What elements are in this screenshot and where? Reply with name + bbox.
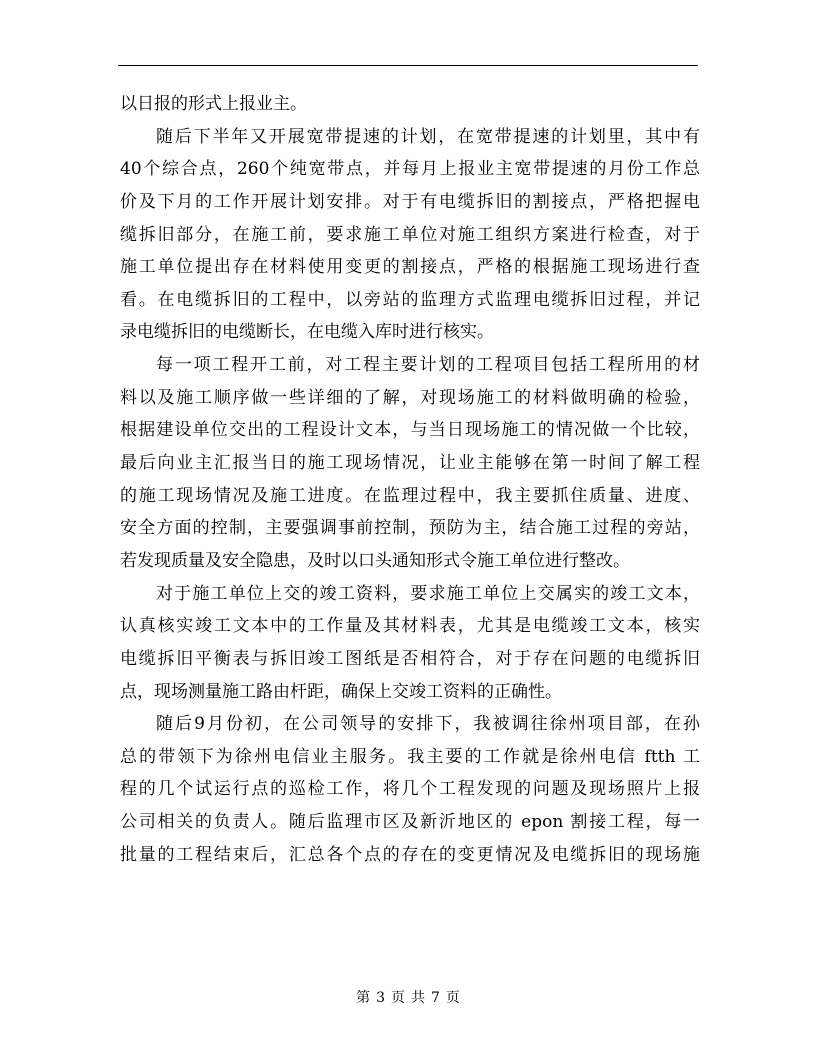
text-line: 点，现场测量施工路由杆距，确保上交竣工资料的正确性。: [120, 681, 562, 702]
text-line: 电缆拆旧平衡表与拆旧竣工图纸是否相符合，对于存在问题的电缆拆旧: [120, 648, 700, 669]
document-body: [120, 88, 700, 871]
text-line: 若发现质量及安全隐患，及时以口头通知形式令施工单位进行整改。: [120, 550, 630, 571]
footer-prefix: 第: [356, 990, 371, 1006]
text-line: 价及下月的工作开展计划安排。对于有电缆拆旧的割接点，严格把握电: [120, 191, 700, 212]
text-line: 录电缆拆旧的电缆断长，在电缆入库时进行核实。: [120, 322, 494, 343]
text-line: 料以及施工顺序做一些详细的了解，对现场施工的材料做明确的检验，: [120, 387, 700, 408]
text-line: 的施工现场情况及施工进度。在监理过程中，我主要抓住质量、进度、: [120, 485, 700, 506]
text-line: 最后向业主汇报当日的施工现场情况，让业主能够在第一时间了解工程: [120, 453, 700, 474]
text-line: 公司相关的负责人。随后监理市区及新沂地区的 epon 割接工程，每一: [120, 812, 700, 833]
header-rule: [118, 65, 698, 66]
text-line: 40个综合点，260个纯宽带点，并每月上报业主宽带提速的月份工作总: [120, 159, 700, 180]
text-line: 随后下半年又开展宽带提速的计划，在宽带提速的计划里，其中有: [156, 126, 700, 147]
text-line: 安全方面的控制，主要强调事前控制，预防为主，结合施工过程的旁站，: [120, 518, 700, 539]
text-line: 施工单位提出存在材料使用变更的割接点，严格的根据施工现场进行查: [120, 257, 700, 278]
page-footer: [0, 988, 816, 1008]
text-line: 以日报的形式上报业主。: [120, 94, 307, 114]
text-line: 缆拆旧部分，在施工前，要求施工单位对施工组织方案进行检查，对于: [120, 224, 700, 245]
text-line: 每一项工程开工前，对工程主要计划的工程项目包括工程所用的材: [156, 355, 700, 376]
text-line: 随后9月份初，在公司领导的安排下，我被调往徐州项目部，在孙: [156, 714, 700, 735]
text-line: 根据建设单位交出的工程设计文本，与当日现场施工的情况做一个比较，: [120, 420, 700, 441]
footer-total-pages: 7: [431, 990, 440, 1006]
footer-page-label: 页: [391, 990, 405, 1006]
text-line: 程的几个试运行点的巡检工作，将几个工程发现的问题及现场照片上报: [120, 779, 700, 800]
text-line: 对于施工单位上交的竣工资料，要求施工单位上交属实的竣工文本，: [156, 583, 700, 604]
text-line: 总的带领下为徐州电信业主服务。我主要的工作就是徐州电信 ftth 工: [120, 746, 700, 767]
text-line: 看。在电缆拆旧的工程中，以旁站的监理方式监理电缆拆旧过程，并记: [120, 289, 700, 310]
text-line: 认真核实竣工文本中的工作量及其材料表，尤其是电缆竣工文本，核实: [120, 616, 700, 637]
footer-page-number: 3: [376, 990, 385, 1006]
footer-total-label: 页: [445, 990, 460, 1006]
text-line: 批量的工程结束后，汇总各个点的存在的变更情况及电缆拆旧的现场施: [120, 844, 700, 865]
footer-total-prefix: 共: [411, 990, 425, 1006]
